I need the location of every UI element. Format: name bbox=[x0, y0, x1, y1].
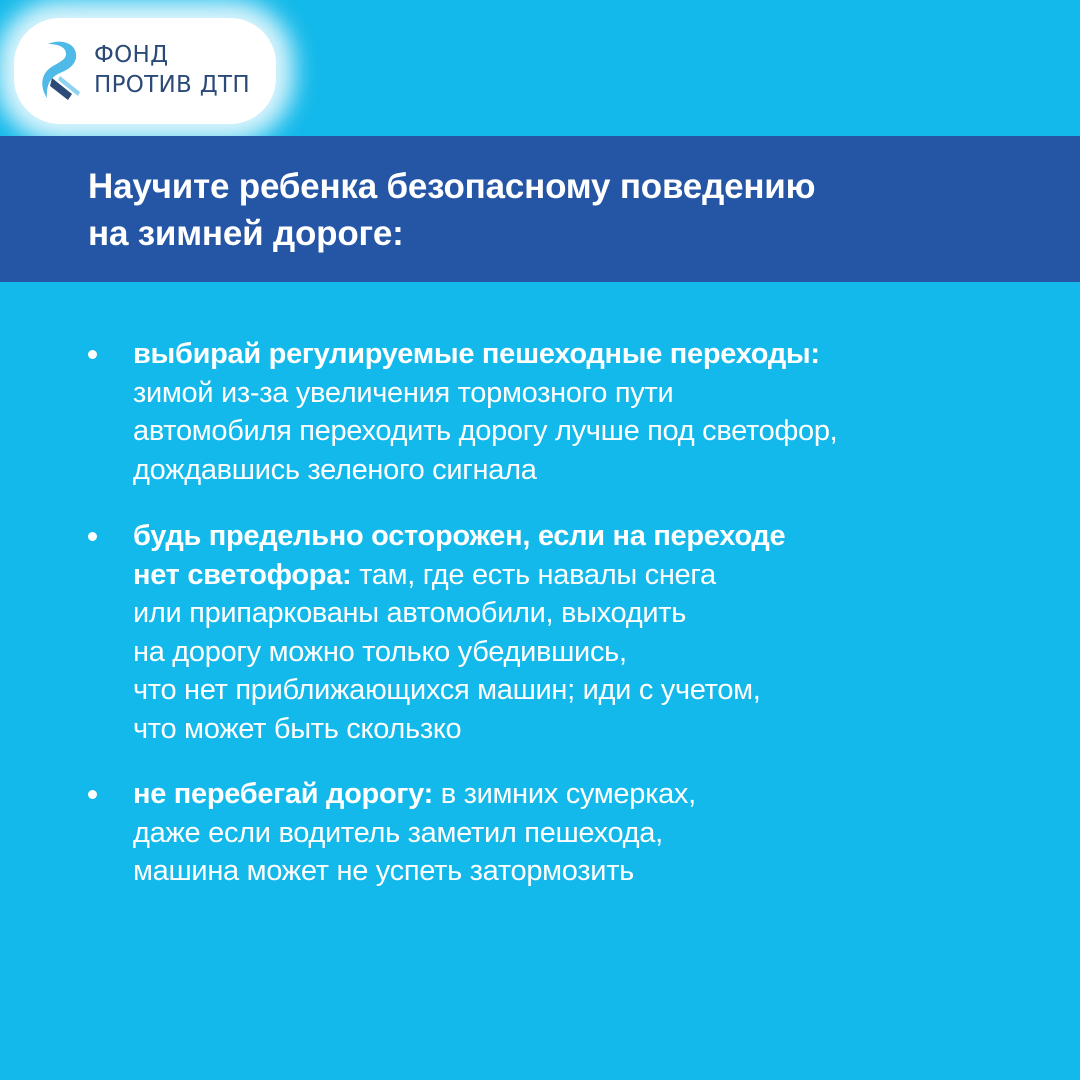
item-line bbox=[133, 775, 1033, 814]
item-line: на дорогу можно только убедившись, bbox=[133, 635, 627, 668]
banner-title-line-1: Научите ребенка безопасному поведению bbox=[88, 167, 816, 206]
item-line: что нет приближающихся машин; иди с учетом, bbox=[133, 674, 761, 706]
item-line: зимой из-за увеличения тормозного пути bbox=[133, 376, 674, 409]
banner-title-line-2: на зимней дороге: bbox=[88, 214, 404, 253]
bullet-dot bbox=[88, 350, 97, 359]
item-line bbox=[133, 556, 1033, 595]
item-line-rest: там, где есть навалы снега bbox=[351, 558, 716, 591]
item-heading: выбирай регулируемые пешеходные переходы: bbox=[133, 338, 820, 370]
title-banner bbox=[0, 136, 1080, 282]
item-heading: будь предельно осторожен, если на переходе bbox=[133, 520, 786, 552]
bullet-dot bbox=[88, 532, 97, 541]
item-line: автомобиля переходить дорогу лучше под светофор, bbox=[133, 415, 838, 447]
list-item-text bbox=[133, 335, 1033, 489]
road-swoosh-logo-icon bbox=[38, 38, 82, 104]
list-item-text bbox=[133, 517, 1033, 748]
logo bbox=[14, 18, 276, 124]
logo-line-2: ПРОТИВ ДТП bbox=[94, 72, 250, 98]
item-line: дождавшись зеленого сигнала bbox=[133, 453, 537, 486]
bullet-dot bbox=[88, 790, 97, 799]
banner-title bbox=[88, 163, 1048, 257]
item-line: машина может не успеть затормозить bbox=[133, 855, 634, 887]
item-heading-continued: нет светофора: bbox=[133, 558, 352, 591]
item-heading: не перебегай дорогу: bbox=[133, 778, 433, 810]
item-line: или припаркованы автомобили, выходить bbox=[133, 597, 687, 629]
item-line: что может быть скользко bbox=[133, 712, 462, 745]
list-item-text bbox=[133, 775, 1033, 891]
logo-line-1: ФОНД bbox=[94, 42, 169, 68]
logo-text bbox=[94, 40, 250, 100]
item-line: даже если водитель заметил пешехода, bbox=[133, 816, 663, 849]
item-line-rest: в зимних сумерках, bbox=[432, 778, 696, 810]
